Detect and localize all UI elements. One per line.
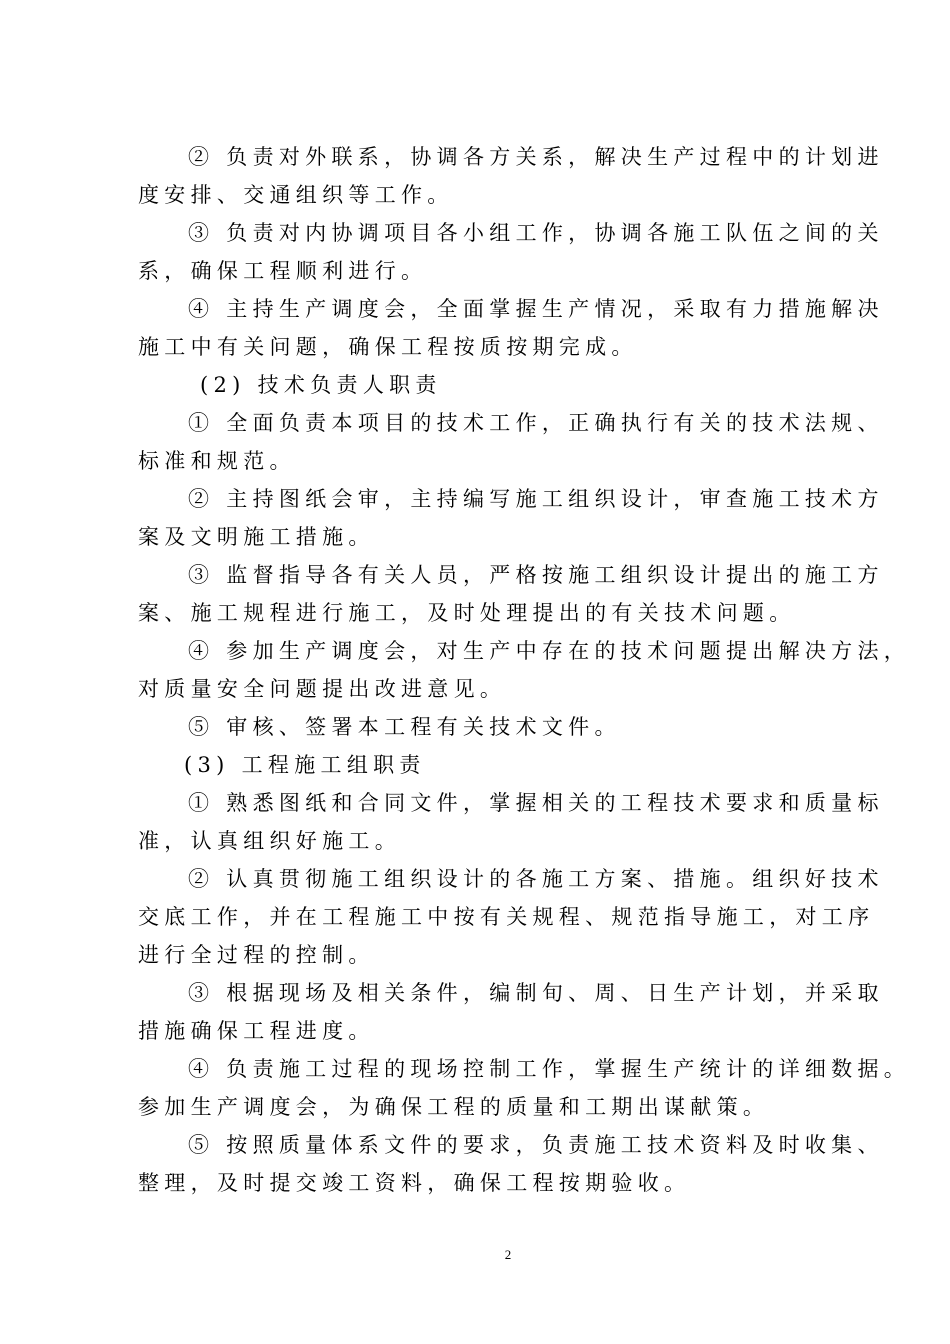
paragraph-line: ④ 参加生产调度会，对生产中存在的技术问题提出解决方法， — [188, 639, 911, 663]
paragraph-line: 系，确保工程顺利进行。 — [138, 259, 428, 283]
paragraph-line: 参加生产调度会，为确保工程的质量和工期出谋献策。 — [138, 1095, 770, 1119]
paragraph-line: ① 全面负责本项目的技术工作，正确执行有关的技术法规、 — [188, 411, 884, 435]
paragraph-line: ④ 负责施工过程的现场控制工作，掌握生产统计的详细数据。 — [188, 1057, 911, 1081]
paragraph-line: ② 主持图纸会审，主持编写施工组织设计，审查施工技术方 — [188, 487, 884, 511]
paragraph-line: 准，认真组织好施工。 — [138, 829, 401, 853]
paragraph-line: ② 认真贯彻施工组织设计的各施工方案、措施。组织好技术 — [188, 867, 884, 891]
paragraph-line: 整理，及时提交竣工资料，确保工程按期验收。 — [138, 1171, 691, 1195]
paragraph-line: 进行全过程的控制。 — [138, 943, 375, 967]
paragraph-line: 案及文明施工措施。 — [138, 525, 375, 549]
paragraph-line: 标准和规范。 — [138, 449, 296, 473]
page-number: 2 — [504, 1247, 512, 1262]
paragraph-line: 交底工作，并在工程施工中按有关规程、规范指导施工，对工序 — [138, 905, 875, 929]
paragraph-line: 措施确保工程进度。 — [138, 1019, 375, 1043]
paragraph-line: ③ 监督指导各有关人员，严格按施工组织设计提出的施工方 — [188, 563, 884, 587]
paragraph-line: 施工中有关问题，确保工程按质按期完成。 — [138, 335, 638, 359]
paragraph-line: 对质量安全问题提出改进意见。 — [138, 677, 507, 701]
paragraph-line: ③ 根据现场及相关条件，编制旬、周、日生产计划，并采取 — [188, 981, 884, 1005]
paragraph-line: ② 负责对外联系，协调各方关系，解决生产过程中的计划进 — [188, 145, 884, 169]
paragraph-line: ⑤ 审核、签署本工程有关技术文件。 — [188, 715, 621, 739]
paragraph-line: ① 熟悉图纸和合同文件，掌握相关的工程技术要求和质量标 — [188, 791, 884, 815]
body-text — [138, 138, 911, 1202]
section-heading: (3) 工程施工组职责 — [184, 753, 426, 777]
paragraph-line: 案、施工规程进行施工，及时处理提出的有关技术问题。 — [138, 601, 796, 625]
paragraph-line: ⑤ 按照质量体系文件的要求，负责施工技术资料及时收集、 — [188, 1133, 884, 1157]
paragraph-line: 度安排、交通组织等工作。 — [138, 183, 454, 207]
paragraph-line: ③ 负责对内协调项目各小组工作，协调各施工队伍之间的关 — [188, 221, 884, 245]
section-heading: (2) 技术负责人职责 — [200, 373, 442, 397]
paragraph-line: ④ 主持生产调度会，全面掌握生产情况，采取有力措施解决 — [188, 297, 884, 321]
